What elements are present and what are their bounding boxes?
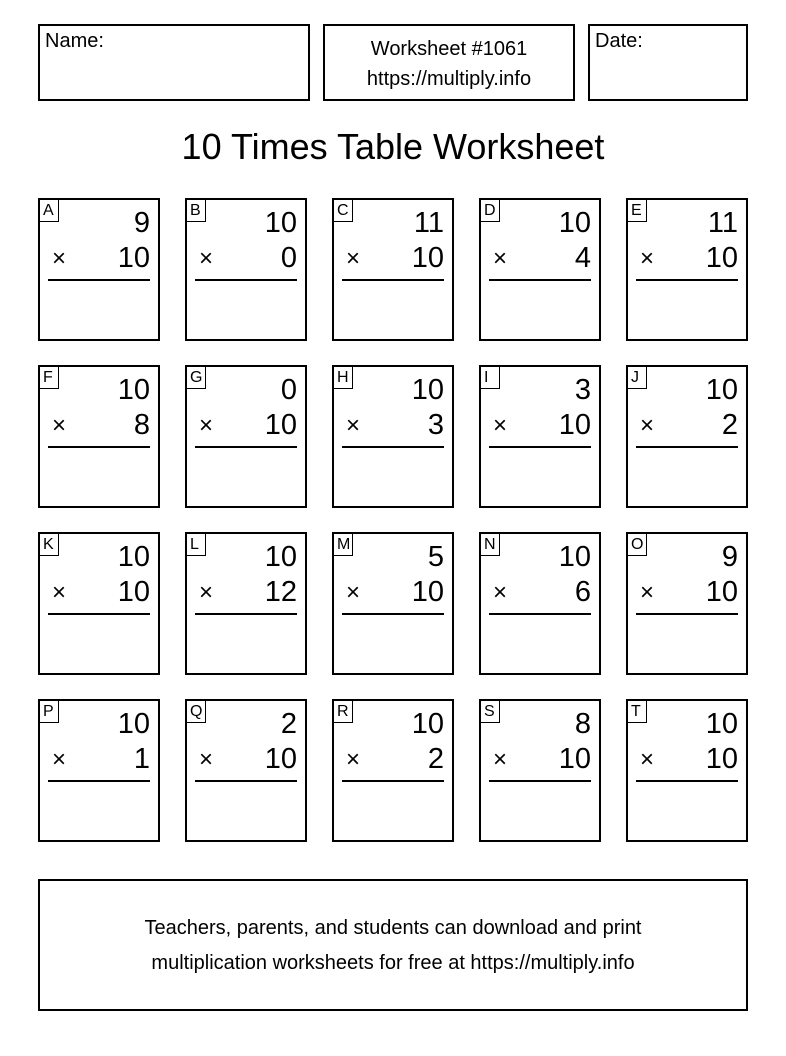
answer-line: [342, 613, 444, 615]
problem-letter: G: [187, 367, 206, 389]
multiplier: 6: [574, 576, 591, 608]
times-sign: ×: [346, 245, 361, 272]
answer-line: [195, 780, 297, 782]
problem-card[interactable]: [626, 198, 748, 341]
multiplier: 8: [133, 409, 150, 441]
date-field[interactable]: [588, 24, 748, 101]
multiplicand: 10: [705, 708, 738, 740]
problem-card[interactable]: [479, 198, 601, 341]
multiplicand: 10: [411, 374, 444, 406]
problem-card[interactable]: [626, 365, 748, 508]
problem-letter: H: [334, 367, 353, 389]
problem-letter: S: [481, 701, 500, 723]
multiplicand: 10: [558, 541, 591, 573]
multiplier: 10: [117, 242, 150, 274]
times-sign: ×: [52, 579, 67, 606]
multiplier: 10: [558, 409, 591, 441]
times-sign: ×: [493, 746, 508, 773]
problem-card[interactable]: [185, 532, 307, 675]
problem-letter: T: [628, 701, 647, 723]
answer-line: [636, 613, 738, 615]
times-sign: ×: [640, 412, 655, 439]
multiplier: 10: [705, 743, 738, 775]
problem-letter: B: [187, 200, 206, 222]
problem-letter: R: [334, 701, 353, 723]
multiplicand: 10: [117, 708, 150, 740]
problem-card[interactable]: [185, 198, 307, 341]
answer-line: [48, 446, 150, 448]
multiplier: 10: [264, 409, 297, 441]
times-sign: ×: [493, 412, 508, 439]
name-field[interactable]: [38, 24, 310, 101]
footer-line-1: Teachers, parents, and students can download and print: [144, 917, 642, 939]
problem-letter: M: [334, 534, 353, 556]
answer-line: [48, 613, 150, 615]
problem-letter: L: [187, 534, 206, 556]
times-sign: ×: [493, 579, 508, 606]
worksheet-info-box: [323, 24, 575, 101]
footer-box: [38, 879, 748, 1011]
times-sign: ×: [493, 245, 508, 272]
worksheet-number: Worksheet #1061: [370, 38, 528, 60]
times-sign: ×: [52, 245, 67, 272]
problem-card[interactable]: [38, 532, 160, 675]
page-title: 10 Times Table Worksheet: [181, 126, 605, 167]
answer-line: [195, 446, 297, 448]
multiplicand: 10: [264, 207, 297, 239]
multiplier: 3: [427, 409, 444, 441]
answer-line: [489, 446, 591, 448]
problem-letter: J: [628, 367, 647, 389]
answer-line: [489, 613, 591, 615]
multiplier: 10: [705, 242, 738, 274]
problem-card[interactable]: [38, 699, 160, 842]
date-label: Date:: [595, 30, 643, 52]
problem-letter: O: [628, 534, 647, 556]
times-sign: ×: [346, 579, 361, 606]
multiplier: 12: [264, 576, 297, 608]
problem-letter: Q: [187, 701, 206, 723]
multiplicand: 8: [574, 708, 591, 740]
problem-letter: F: [40, 367, 59, 389]
times-sign: ×: [346, 412, 361, 439]
multiplicand: 10: [705, 374, 738, 406]
problem-letter: E: [628, 200, 647, 222]
problem-card[interactable]: [479, 532, 601, 675]
problem-letter: I: [481, 367, 500, 389]
times-sign: ×: [199, 245, 214, 272]
times-sign: ×: [199, 579, 214, 606]
times-sign: ×: [640, 746, 655, 773]
times-sign: ×: [640, 245, 655, 272]
problem-card[interactable]: [479, 365, 601, 508]
multiplicand: 11: [707, 207, 738, 239]
problem-card[interactable]: [626, 699, 748, 842]
name-label: Name:: [45, 30, 104, 52]
multiplicand: 9: [133, 207, 150, 239]
problem-letter: P: [40, 701, 59, 723]
answer-line: [48, 279, 150, 281]
multiplicand: 9: [721, 541, 738, 573]
multiplier: 4: [574, 242, 591, 274]
multiplicand: 10: [558, 207, 591, 239]
problem-card[interactable]: [332, 532, 454, 675]
problem-grid: [38, 198, 748, 842]
times-sign: ×: [199, 412, 214, 439]
problem-card[interactable]: [332, 198, 454, 341]
problem-card[interactable]: [38, 198, 160, 341]
problem-letter: C: [334, 200, 353, 222]
times-sign: ×: [346, 746, 361, 773]
multiplicand: 10: [117, 374, 150, 406]
times-sign: ×: [199, 746, 214, 773]
multiplicand: 11: [413, 207, 444, 239]
answer-line: [342, 279, 444, 281]
multiplier: 10: [264, 743, 297, 775]
multiplicand: 5: [427, 541, 444, 573]
answer-line: [195, 279, 297, 281]
answer-line: [636, 780, 738, 782]
problem-card[interactable]: [479, 699, 601, 842]
multiplier: 10: [705, 576, 738, 608]
multiplicand: 10: [117, 541, 150, 573]
worksheet-url: https://multiply.info: [366, 68, 532, 90]
problem-card[interactable]: [332, 365, 454, 508]
multiplier: 1: [133, 743, 150, 775]
multiplier: 0: [280, 242, 297, 274]
multiplier: 10: [411, 576, 444, 608]
answer-line: [342, 446, 444, 448]
times-sign: ×: [640, 579, 655, 606]
answer-line: [48, 780, 150, 782]
multiplier: 10: [117, 576, 150, 608]
multiplier: 10: [558, 743, 591, 775]
times-sign: ×: [52, 746, 67, 773]
multiplier: 2: [427, 743, 444, 775]
problem-card[interactable]: [38, 365, 160, 508]
multiplicand: 0: [280, 374, 297, 406]
problem-letter: K: [40, 534, 59, 556]
problem-card[interactable]: [185, 699, 307, 842]
answer-line: [636, 446, 738, 448]
answer-line: [636, 279, 738, 281]
answer-line: [489, 780, 591, 782]
multiplicand: 10: [411, 708, 444, 740]
problem-card[interactable]: [626, 532, 748, 675]
multiplicand: 10: [264, 541, 297, 573]
multiplier: 2: [721, 409, 738, 441]
answer-line: [342, 780, 444, 782]
times-sign: ×: [52, 412, 67, 439]
problem-card[interactable]: [185, 365, 307, 508]
multiplier: 10: [411, 242, 444, 274]
problem-card[interactable]: [332, 699, 454, 842]
footer-line-2: multiplication worksheets for free at https://multiply.info: [151, 952, 635, 974]
multiplicand: 2: [280, 708, 297, 740]
problem-letter: N: [481, 534, 500, 556]
multiplicand: 3: [574, 374, 591, 406]
answer-line: [489, 279, 591, 281]
problem-letter: A: [40, 200, 59, 222]
problem-letter: D: [481, 200, 500, 222]
answer-line: [195, 613, 297, 615]
